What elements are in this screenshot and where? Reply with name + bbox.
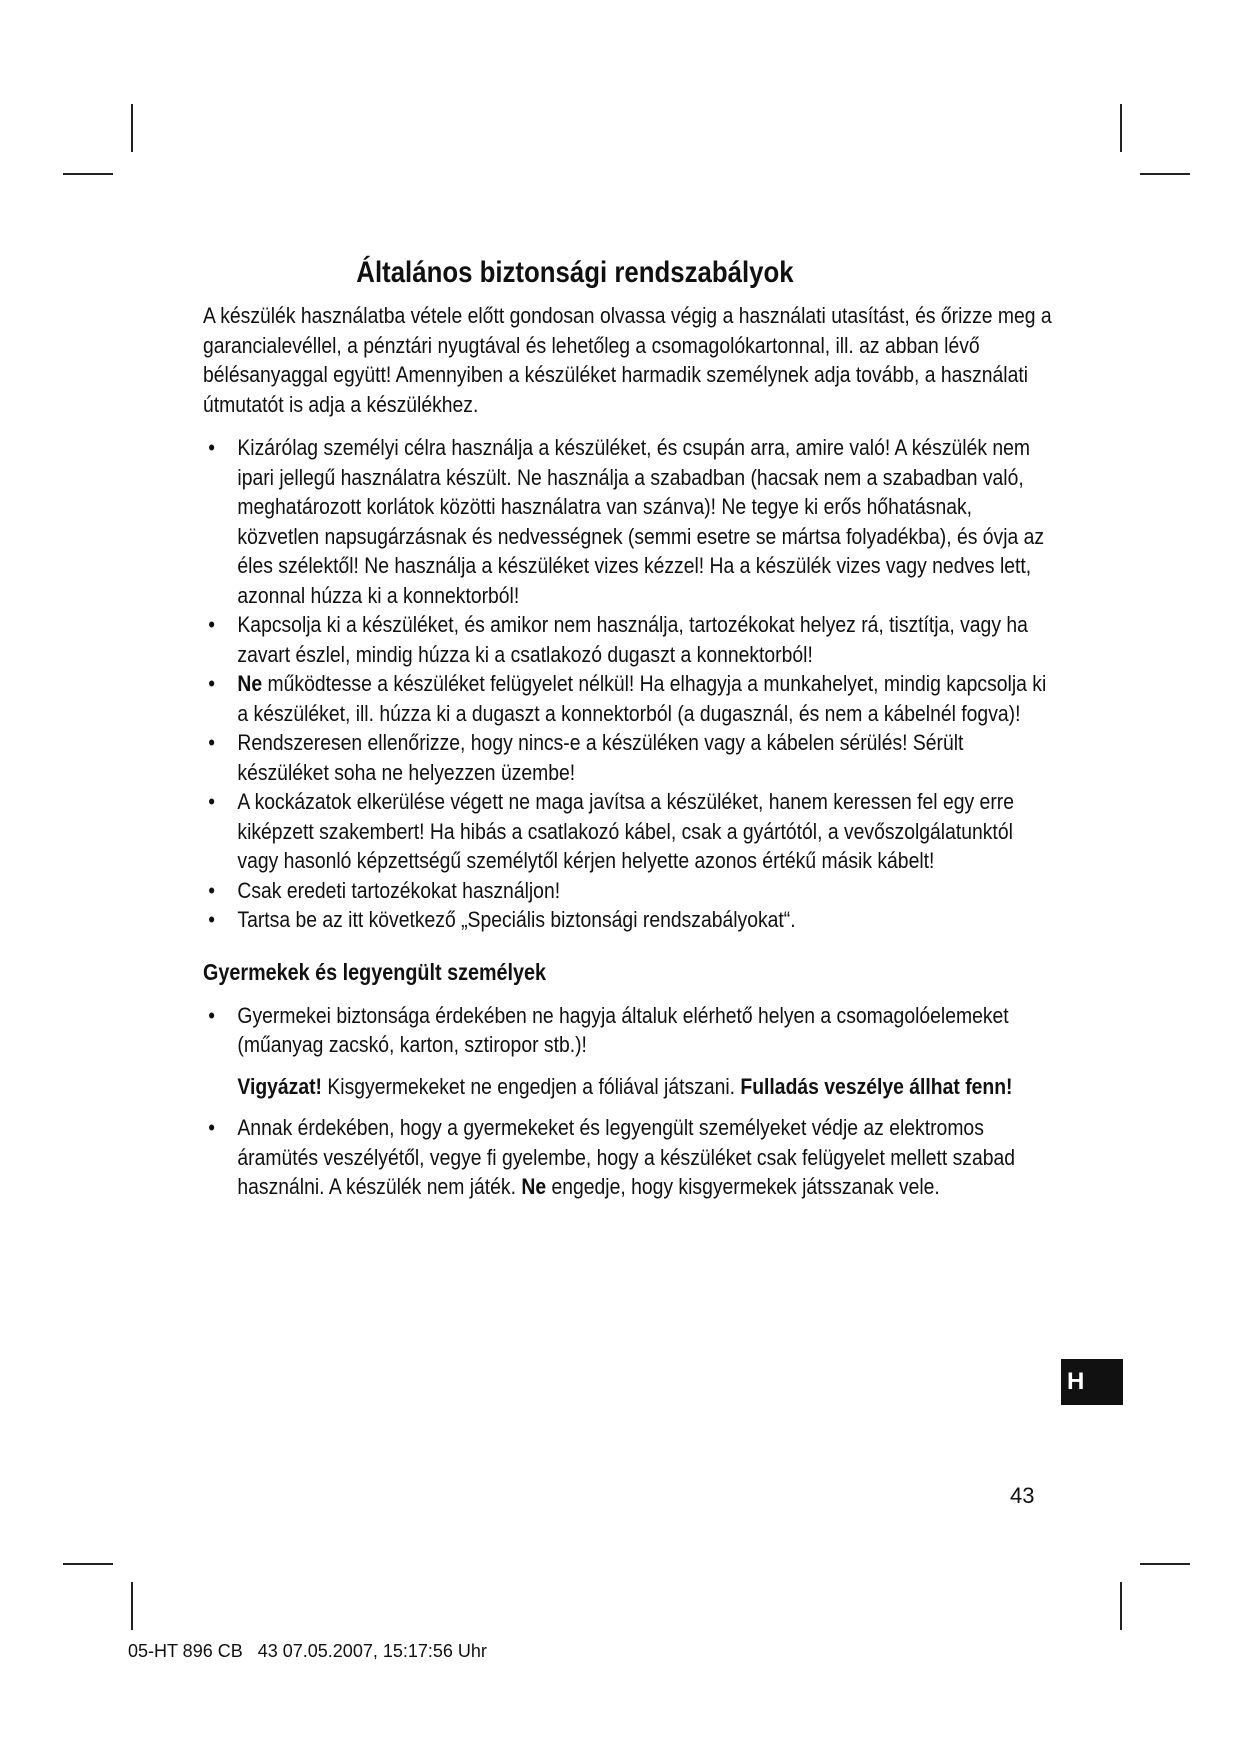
list-item-text-end: engedje, hogy kisgyermekek játsszanak vele.: [546, 1174, 940, 1199]
bullet-icon: •: [208, 1115, 215, 1140]
list-item-text: működtesse a készüléket felügyelet nélkül! Ha elhagyja a munkahelyet, mindig kapcsolja ki a készüléket, ill. húzza ki a dugaszt a konnektorból (a dugasznál, és nem a kábelnél fogva)!: [237, 671, 1047, 726]
list-item-text: Kizárólag személyi célra használja a készüléket, és csupán arra, amire való! A készülék nem ipari jellegű használatra készült. Ne használja a szabadban (hacsak nem a szabadban való, meghatározott korlátok közötti használatra van szánva)! Ne tegye ki erős hőhatásnak, közvetlen napsugárzásnak és nedvességnek (semmi esetre se mártsa folyadékba), és óvja az éles szélektől! Ne használja a készüléket vizes kézzel! Ha a készülék vizes vagy nedves lett, azonnal húzza ki a konnektorból!: [237, 435, 1045, 608]
bullet-icon: •: [208, 907, 215, 932]
bullet-icon: •: [208, 671, 215, 696]
bullet-icon: •: [208, 730, 215, 755]
safety-rules-list: [203, 433, 1054, 935]
list-item: [203, 787, 1054, 876]
list-item-text: Gyermekei biztonsága érdekében ne hagyja általuk elérhető helyen a csomagolóelemeket (műanyag zacskó, karton, sztiropor stb.)!: [237, 1002, 1009, 1057]
crop-mark-top-right-horizontal: [1140, 173, 1190, 175]
bullet-icon: •: [208, 789, 215, 814]
crop-mark-bottom-left-horizontal: [63, 1563, 113, 1565]
language-tab-marker: H: [1061, 1359, 1123, 1405]
print-footer: 05-HT 896 CB 43 07.05.2007, 15:17:56 Uhr: [128, 1641, 487, 1661]
section-heading-children: Gyermekek és legyengült személyek: [203, 958, 547, 985]
page-content: [203, 255, 1054, 1202]
warning-note: [203, 1072, 1054, 1102]
list-item-bold: Ne: [521, 1174, 547, 1199]
crop-mark-top-right-vertical: [1120, 104, 1122, 152]
crop-mark-bottom-right-vertical: [1120, 1582, 1122, 1630]
bullet-icon: •: [208, 612, 215, 637]
list-item-text: Csak eredeti tartozékokat használjon!: [237, 877, 561, 903]
warning-text: Kisgyermekeket ne engedjen a fóliával játszani.: [322, 1073, 741, 1099]
list-item-text: Annak érdekében, hogy a gyermekeket és legyengült személyeket védje az elektromos áramütés veszélyétől, vegye fi gyelembe, hogy a készüléket csak felügyelet mellett szabad használni. A készülék nem játék.: [237, 1115, 1016, 1199]
crop-mark-bottom-left-vertical: [131, 1582, 133, 1630]
children-rules-list: [203, 1001, 1054, 1060]
crop-mark-bottom-right-horizontal: [1140, 1563, 1190, 1565]
list-item: [203, 876, 1054, 906]
page-title: Általános biztonsági rendszabályok: [356, 256, 794, 289]
list-item-text: Kapcsolja ki a készüléket, és amikor nem használja, tartozékokat helyez rá, tisztítja, vagy ha zavart észlel, mindig húzza ki a csatlakozó dugaszt a konnektorból!: [237, 612, 1028, 667]
list-item-text: Tartsa be az itt következő „Speciális biztonsági rendszabályokat“.: [237, 907, 796, 932]
list-item-text: A kockázatok elkerülése végett ne maga javítsa a készüléket, hanem keressen fel egy erre kiképzett szakembert! Ha hibás a csatlakozó kábel, csak a gyártótól, a vevőszolgálatunktól vagy hasonló képzettségű személytől kérjen helyette azonos értékű másik kábelt!: [237, 789, 1014, 873]
list-item: [203, 433, 1054, 610]
crop-mark-top-left-vertical: [131, 104, 133, 152]
page-number: 43: [1010, 1483, 1035, 1508]
list-item: [203, 1113, 1054, 1202]
warning-bold-text: Fulladás veszélye állhat fenn!: [740, 1073, 1013, 1099]
crop-mark-top-left-horizontal: [63, 173, 113, 175]
list-item: [203, 610, 1054, 669]
bullet-icon: •: [208, 435, 215, 460]
bullet-icon: •: [208, 877, 215, 903]
intro-paragraph: A készülék használatba vétele előtt gondosan olvassa végig a használati utasítást, és őrizze meg a garancialevéllel, a pénztári nyugtával és lehetőleg a csomagolókartonnal, ill. az abban lévő bélésanyaggal együtt! Amennyiben a készüléket harmadik személynek adja tovább, a használati útmutatót is adja a készülékhez.: [203, 303, 1052, 417]
list-item: [203, 1001, 1054, 1060]
list-item-text: Rendszeresen ellenőrizze, hogy nincs-e a készüléken vagy a kábelen sérülés! Sérült készüléket soha ne helyezzen üzembe!: [237, 730, 964, 785]
warning-label: Vigyázat!: [237, 1073, 323, 1099]
bullet-icon: •: [208, 1002, 215, 1028]
list-item: [203, 905, 1054, 935]
list-item-bold: Ne: [237, 671, 263, 696]
list-item: [203, 669, 1054, 728]
list-item: [203, 728, 1054, 787]
children-rules-list-2: [203, 1113, 1054, 1202]
